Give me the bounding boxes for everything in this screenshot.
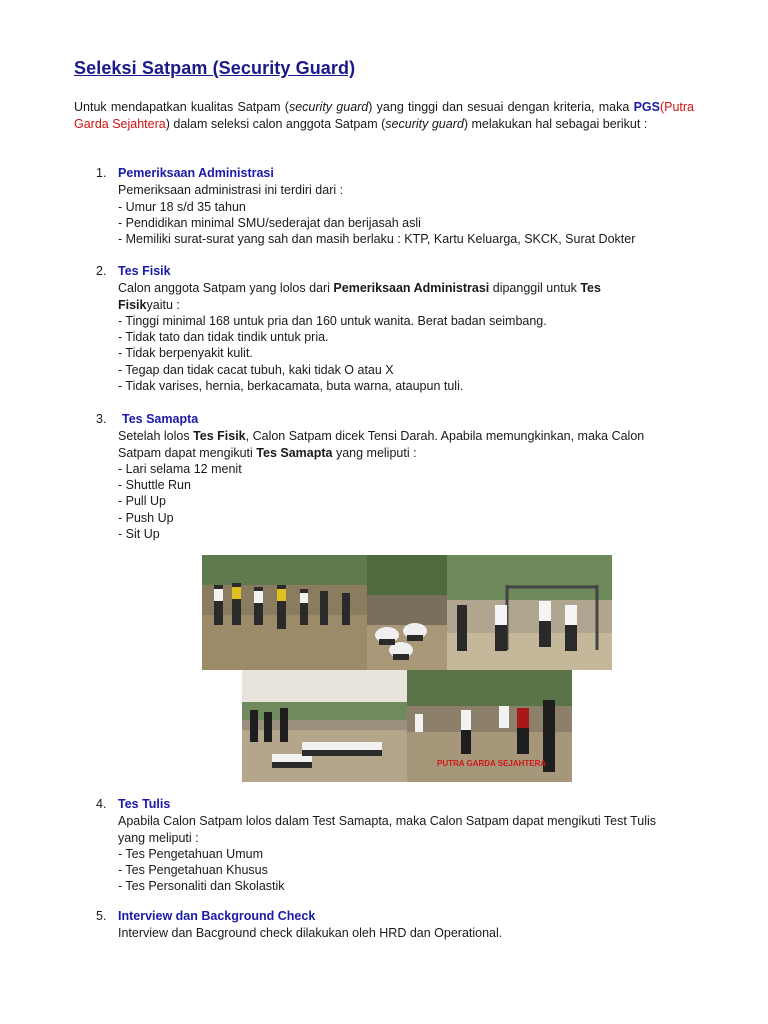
list-item: - Push Up [118,510,174,525]
list-item: - Tegap dan tidak cacat tubuh, kaki tidak O atau X [118,362,394,377]
list-item: - Shuttle Run [118,478,191,493]
intro-text: ) melakukan hal sebagai berikut : [463,116,648,131]
list-item: - Tinggi minimal 168 untuk pria dan 160 untuk wanita. Berat badan seimbang. [118,313,547,328]
list-item: - Lari selama 12 menit [118,461,242,476]
section-intro [118,280,658,313]
page-title: Seleksi Satpam (Security Guard) [74,58,356,78]
section-title: Tes Fisik [118,264,171,278]
list-item: - Tidak tato dan tidak tindik untuk pria. [118,330,329,345]
bold-run: Tes Fisik [118,281,601,312]
section-intro: Apabila Calon Satpam lolos dalam Test Samapta, maka Calon Satpam dapat mengikuti Test Tulis yang meliputi : [118,814,657,845]
list-item: - Umur 18 s/d 35 tahun [118,199,246,214]
section-number: 2. [96,264,107,278]
list-item: - Sit Up [118,527,160,542]
list-item: - Tes Pengetahuan Umum [118,846,263,861]
bold-run: Tes Fisik [193,429,246,444]
list-item: - Pendidikan minimal SMU/sederajat dan berijasah asli [118,215,421,230]
section-title: Pemeriksaan Administrasi [118,166,274,180]
intro-italic: security guard [288,100,369,114]
section-body [118,428,678,542]
intro-text: ) dalam seleksi calon anggota Satpam ( [165,116,386,131]
pgs-fullname: (Putra Garda Sejahtera [74,100,695,131]
section-body [118,280,678,394]
intro-paragraph [74,99,694,132]
section-body [118,813,678,894]
text-run: yaitu : [146,297,180,312]
section-title: Tes Tulis [118,797,171,811]
section-title: Tes Samapta [122,412,199,426]
pgs-abbrev: PGS [633,100,660,114]
text-run: yang meliputi : [332,445,417,460]
bold-run: Pemeriksaan Administrasi [333,281,490,296]
text-run: Calon anggota Satpam yang lolos dari [118,281,334,296]
section-number: 5. [96,909,107,923]
photo-shuttle-run [407,670,572,782]
bold-run: Tes Samapta [256,445,333,460]
section-title: Interview dan Background Check [118,909,316,923]
section-number: 3. [96,412,107,426]
photo-pushup [242,670,407,782]
list-item: - Tes Personaliti dan Skolastik [118,879,285,894]
section-number: 1. [96,166,107,180]
text-run: , Calon Satpam dicek Tensi Darah. Apabila memungkinkan, maka Calon Satpam dapat mengikuti [118,429,645,460]
intro-text: Untuk mendapatkan kualitas Satpam ( [74,100,289,114]
intro-text: ) yang tinggi dan sesuai dengan kriteria, maka [368,100,634,114]
photo-situp [367,555,447,670]
list-item: Pemeriksaan administrasi ini terdiri dari : [118,183,344,198]
text-run: dipanggil untuk [489,281,581,296]
section-body [118,182,678,247]
section-body [118,925,678,941]
photo-pullup [447,555,612,670]
section-number: 4. [96,797,107,811]
section-intro [118,428,668,461]
list-item: - Tes Pengetahuan Khusus [118,863,268,878]
list-item: Interview dan Bacground check dilakukan oleh HRD dan Operational. [118,926,503,941]
intro-italic: security guard [385,116,464,131]
list-item: - Tidak berpenyakit kulit. [118,346,253,361]
list-item: - Pull Up [118,494,166,509]
list-item: - Memiliki surat-surat yang sah dan masih berlaku : KTP, Kartu Keluarga, SKCK, Surat Dokter [118,232,636,247]
text-run: Setelah lolos [118,429,194,444]
photo-running [202,555,367,670]
photo-watermark: PUTRA GARDA SEJAHTERA [437,759,547,768]
list-item: - Tidak varises, hernia, berkacamata, buta warna, ataupun tuli. [118,379,464,394]
